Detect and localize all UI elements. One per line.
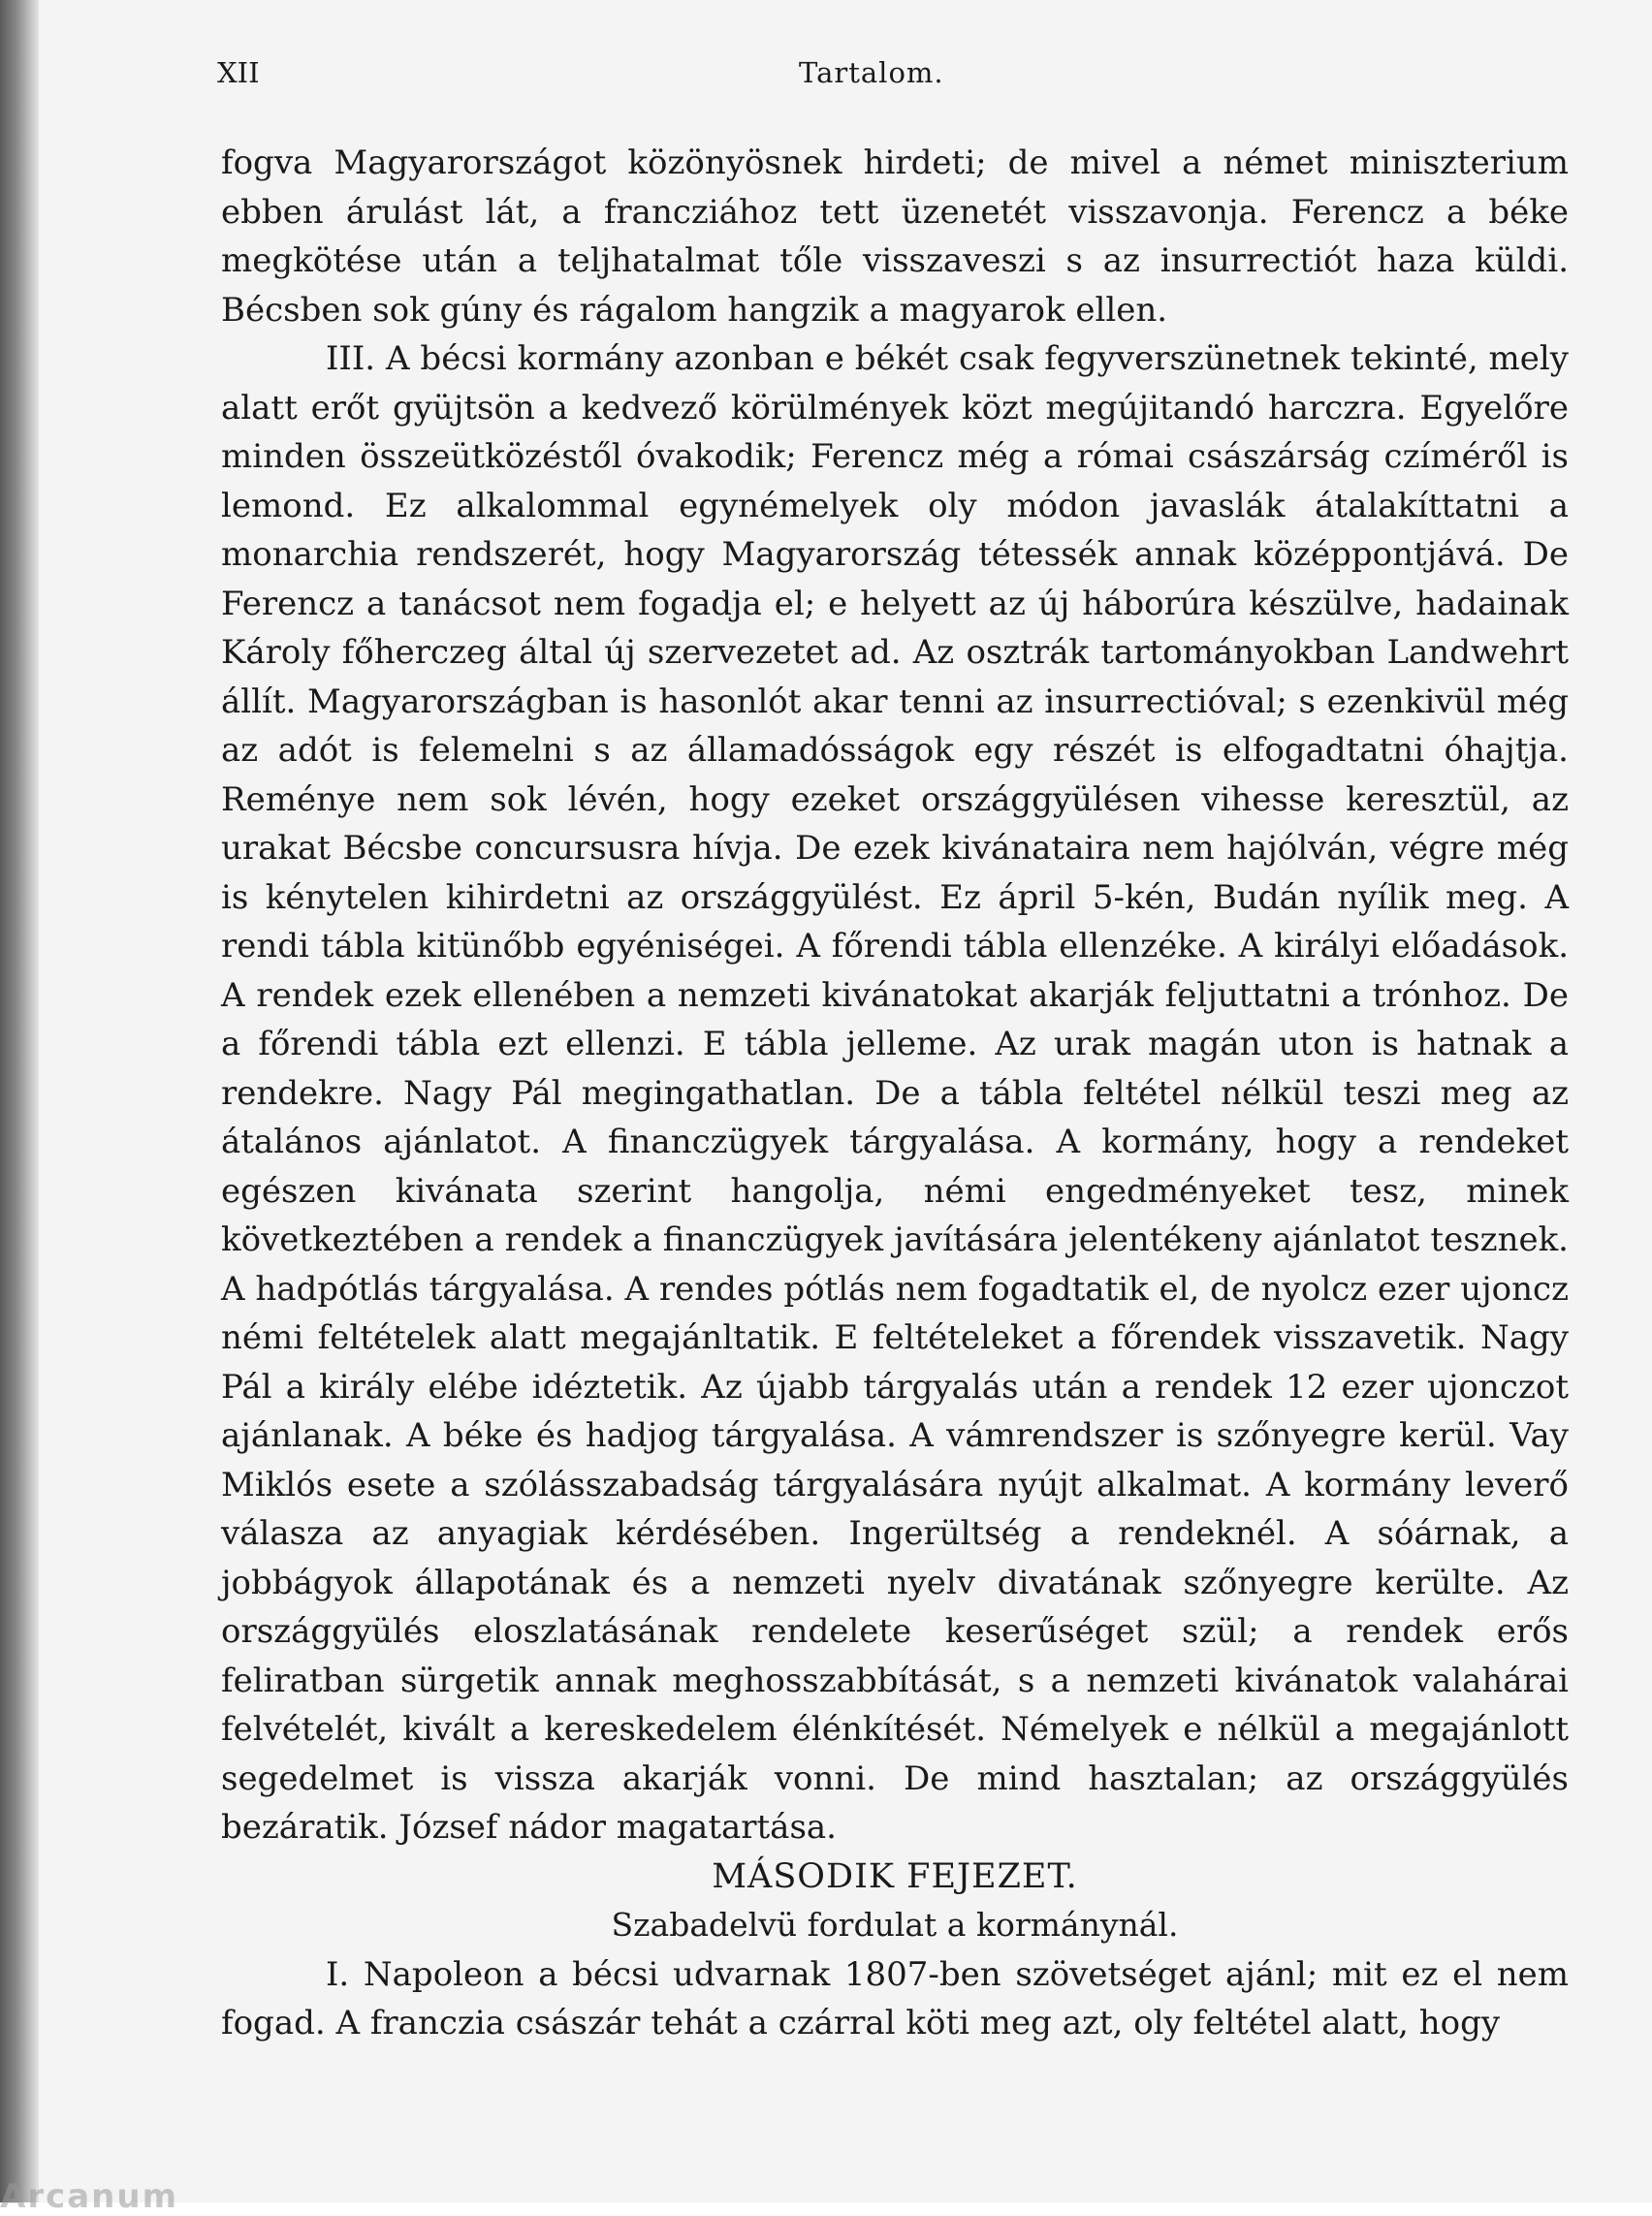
running-title: Tartalom.	[799, 56, 944, 89]
watermark: Arcanum	[0, 2177, 179, 2216]
chapter-subtitle: Szabadelvü fordulat a kormánynál.	[611, 1906, 1179, 1944]
paragraph-2: III. A bécsi kormány azonban e békét csak fegyverszünetnek tekinté, mely alatt erőt gyüjtsön a kedvező körülmények közt megújitandó harczra. Egyelőre minden összeütközéstől óvakodik; Ferencz még a római császárság czíméről is lemond. Ez alkalommal egynémelyek oly módon javaslák átalakíttatni a monarchia rendszerét, hogy Magyarország tétessék annak középpontjává. De Ferencz a tanácsot nem fogadja el; e helyett az új háborúra készülve, hadainak Károly főherczeg által új szervezetet ad. Az osztrák tartományokban Landwehrt állít. Magyarországban is hasonlót akar tenni az insurrectióval; s ezenkivül még az adót is felemelni s az államadósságok egy részét is elfogadtatni óhajtja. Reménye nem sok lévén, hogy ezeket országgyülésen vihesse keresztül, az urakat Bécsbe concursusra hívja. De ezek kivánataira nem hajólván, végre még is kénytelen kihirdetni az országgyülést. Ez ápril 5-kén, Budán nyílik meg. A rendi tábla kitünőbb egyéniségei. A főrendi tábla ellenzéke. A királyi előadások. A rendek ezek ellenében a nemzeti kivánatokat akarják feljuttatni a trónhoz. De a főrendi tábla ezt ellenzi. E tábla jelleme. Az urak magán uton is hatnak a rendekre. Nagy Pál megingathatlan. De a tábla feltétel nélkül teszi meg az átalános ajánlatot. A financzügyek tárgyalása. A kormány, hogy a rendeket egészen kivánata szerint hangolja, némi engedményeket tesz, minek következtében a rendek a financzügyek javítására jelentékeny ajánlatot tesznek. A hadpótlás tárgyalása. A rendes pótlás nem fogadtatik el, de nyolcz ezer ujoncz némi feltételek alatt megajánltatik. E feltételeket a főrendek visszavetik. Nagy Pál a király elébe idéztetik. Az újabb tárgyalás után a rendek 12 ezer ujonczot ajánlanak. A béke és hadjog tárgyalása. A vámrendszer is szőnyegre kerül. Vay Miklós esete a szólásszabadság tárgyalására nyújt alkalmat. A kormány leverő válasza az anyagiak kérdésében. Ingerültség a rendeknél. A sóárnak, a jobbágyok állapotának és a nemzeti nyelv divatának szőnyegre kerülte. Az országgyülés eloszlatásának rendelete keserűséget szül; a rendek erős feliratban sürgetik annak meghosszabbítását, s a nemzeti kivánatok valahárai felvételét, kivált a kereskedelem élénkítését. Némelyek e nélkül a megajánlott segedelmet is vissza akarják vonni. De mind hasztalan; az országgyülés bezáratik. József nádor magatartása.	[221, 339, 1569, 1847]
paragraph-3: I. Napoleon a bécsi udvarnak 1807-ben szövetséget ajánl; mit ez el nem fogad. A franczia császár tehát a czárral köti meg azt, oly feltétel alatt, hogy	[221, 1954, 1569, 2042]
page-number: XII	[217, 56, 260, 89]
paragraph-1: fogva Magyarországot közönyösnek hirdeti; de mivel a német miniszterium ebben árulást lát, a francziához tett üzenetét visszavonja. Ferencz a béke megkötése után a teljhatalmat tőle visszaveszi s az insurrectiót haza küldi. Bécsben sok gúny és rágalom hangzik a magyarok ellen.	[221, 143, 1569, 330]
page-header	[217, 56, 1574, 105]
page-body	[221, 139, 1569, 2048]
book-binding-edge	[0, 0, 39, 2202]
chapter-heading: MÁSODIK FEJEZET.	[712, 1856, 1078, 1896]
